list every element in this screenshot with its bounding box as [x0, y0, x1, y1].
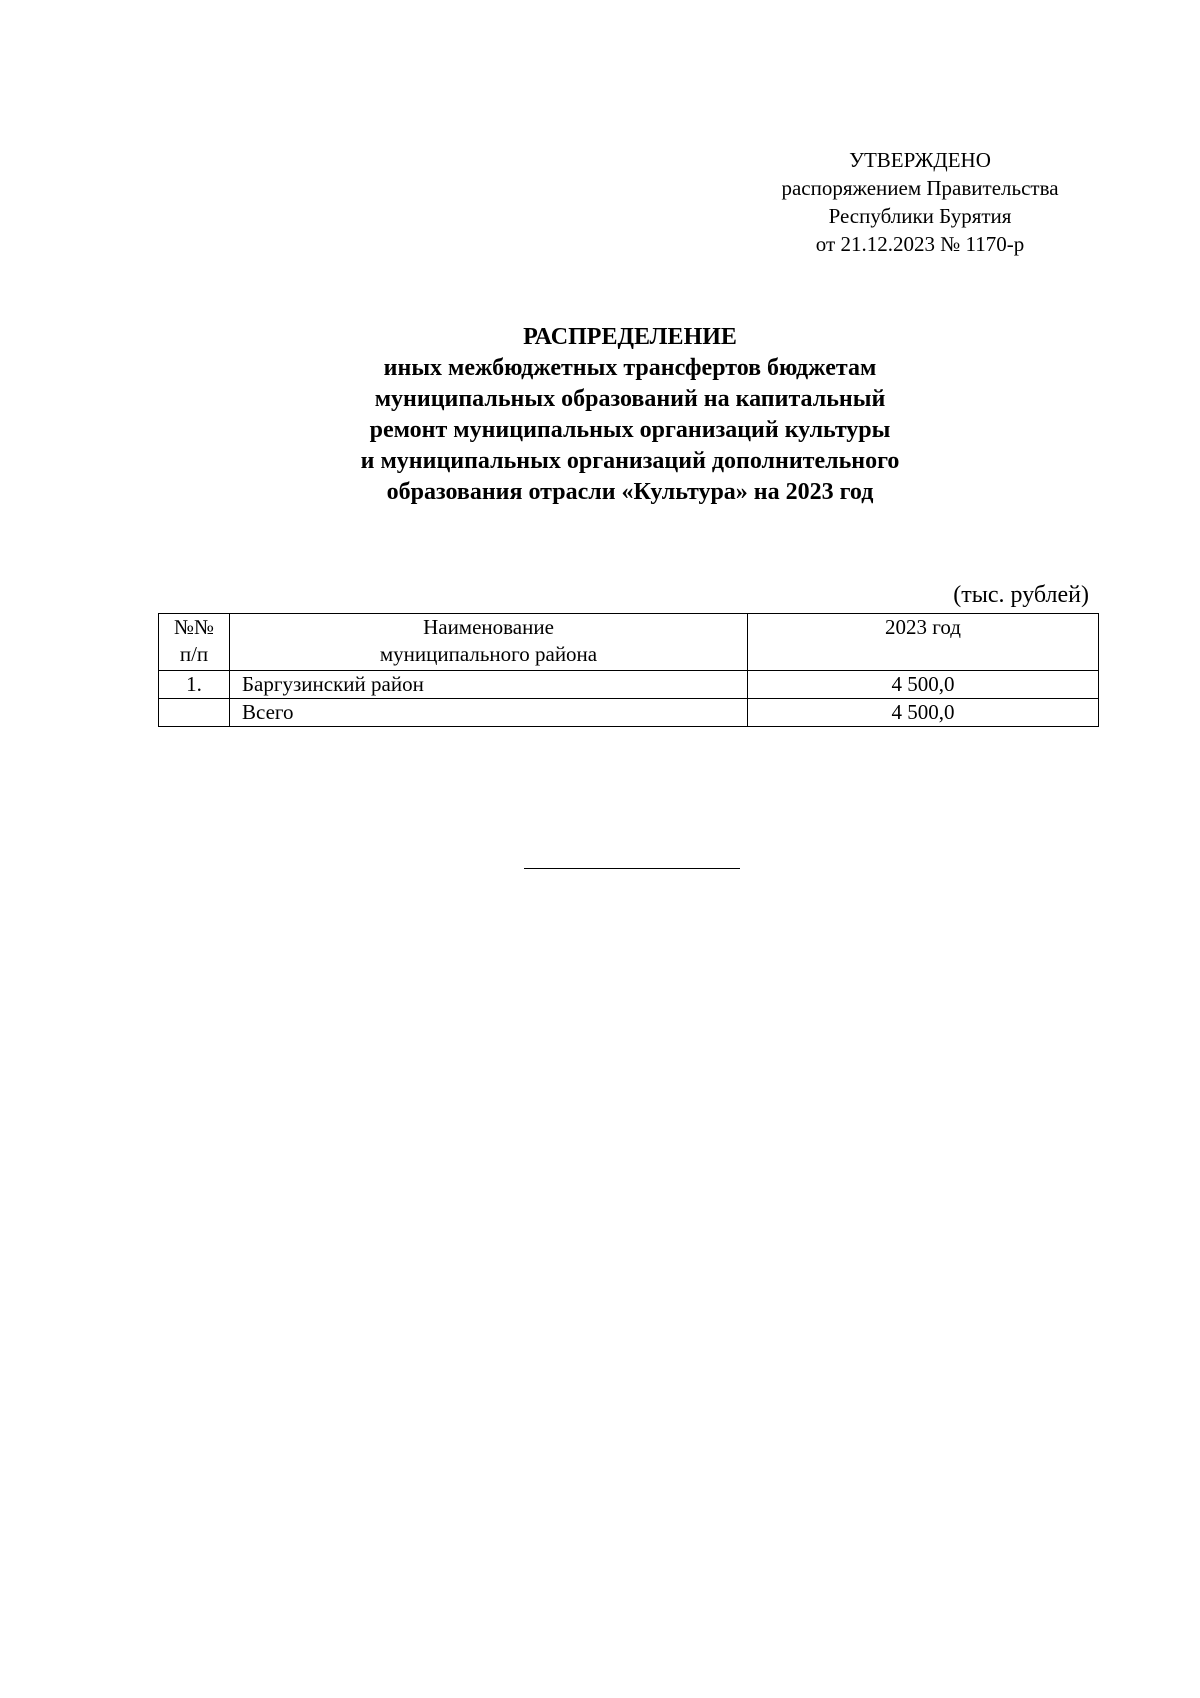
- end-divider: [524, 868, 740, 869]
- header-year: 2023 год: [748, 614, 1099, 671]
- units-label: (тыс. рублей): [953, 582, 1089, 608]
- title-heading: РАСПРЕДЕЛЕНИЕ: [523, 324, 737, 350]
- header-district-name: Наименование муниципального района: [230, 614, 748, 671]
- approval-issuer: распоряжением Правительства: [781, 176, 1059, 200]
- row-amount: 4 500,0: [748, 671, 1099, 699]
- title-line: и муниципальных организаций дополнительного: [360, 448, 900, 474]
- approval-block: [760, 146, 1080, 258]
- header-number: №№ п/п: [159, 614, 230, 671]
- approval-date-number: от 21.12.2023 № 1170-р: [815, 232, 1025, 256]
- table-row: [159, 671, 1099, 699]
- table-total-row: [159, 699, 1099, 727]
- row-number: [159, 699, 230, 727]
- title-line: муниципальных образований на капитальный: [374, 386, 886, 412]
- title-line: иных межбюджетных трансфертов бюджетам: [383, 355, 877, 381]
- distribution-table: [158, 613, 1099, 727]
- row-district-name: Баргузинский район: [230, 671, 748, 699]
- row-total-amount: 4 500,0: [748, 699, 1099, 727]
- approval-heading: УТВЕРЖДЕНО: [849, 148, 991, 172]
- title-line: образования отрасли «Культура» на 2023 год: [386, 479, 874, 505]
- table-header-row: [159, 614, 1099, 671]
- row-number: 1.: [159, 671, 230, 699]
- title-line: ремонт муниципальных организаций культуры: [369, 417, 891, 443]
- document-title: [250, 322, 1010, 508]
- approval-republic: Республики Бурятия: [828, 204, 1012, 228]
- row-total-label: Всего: [230, 699, 748, 727]
